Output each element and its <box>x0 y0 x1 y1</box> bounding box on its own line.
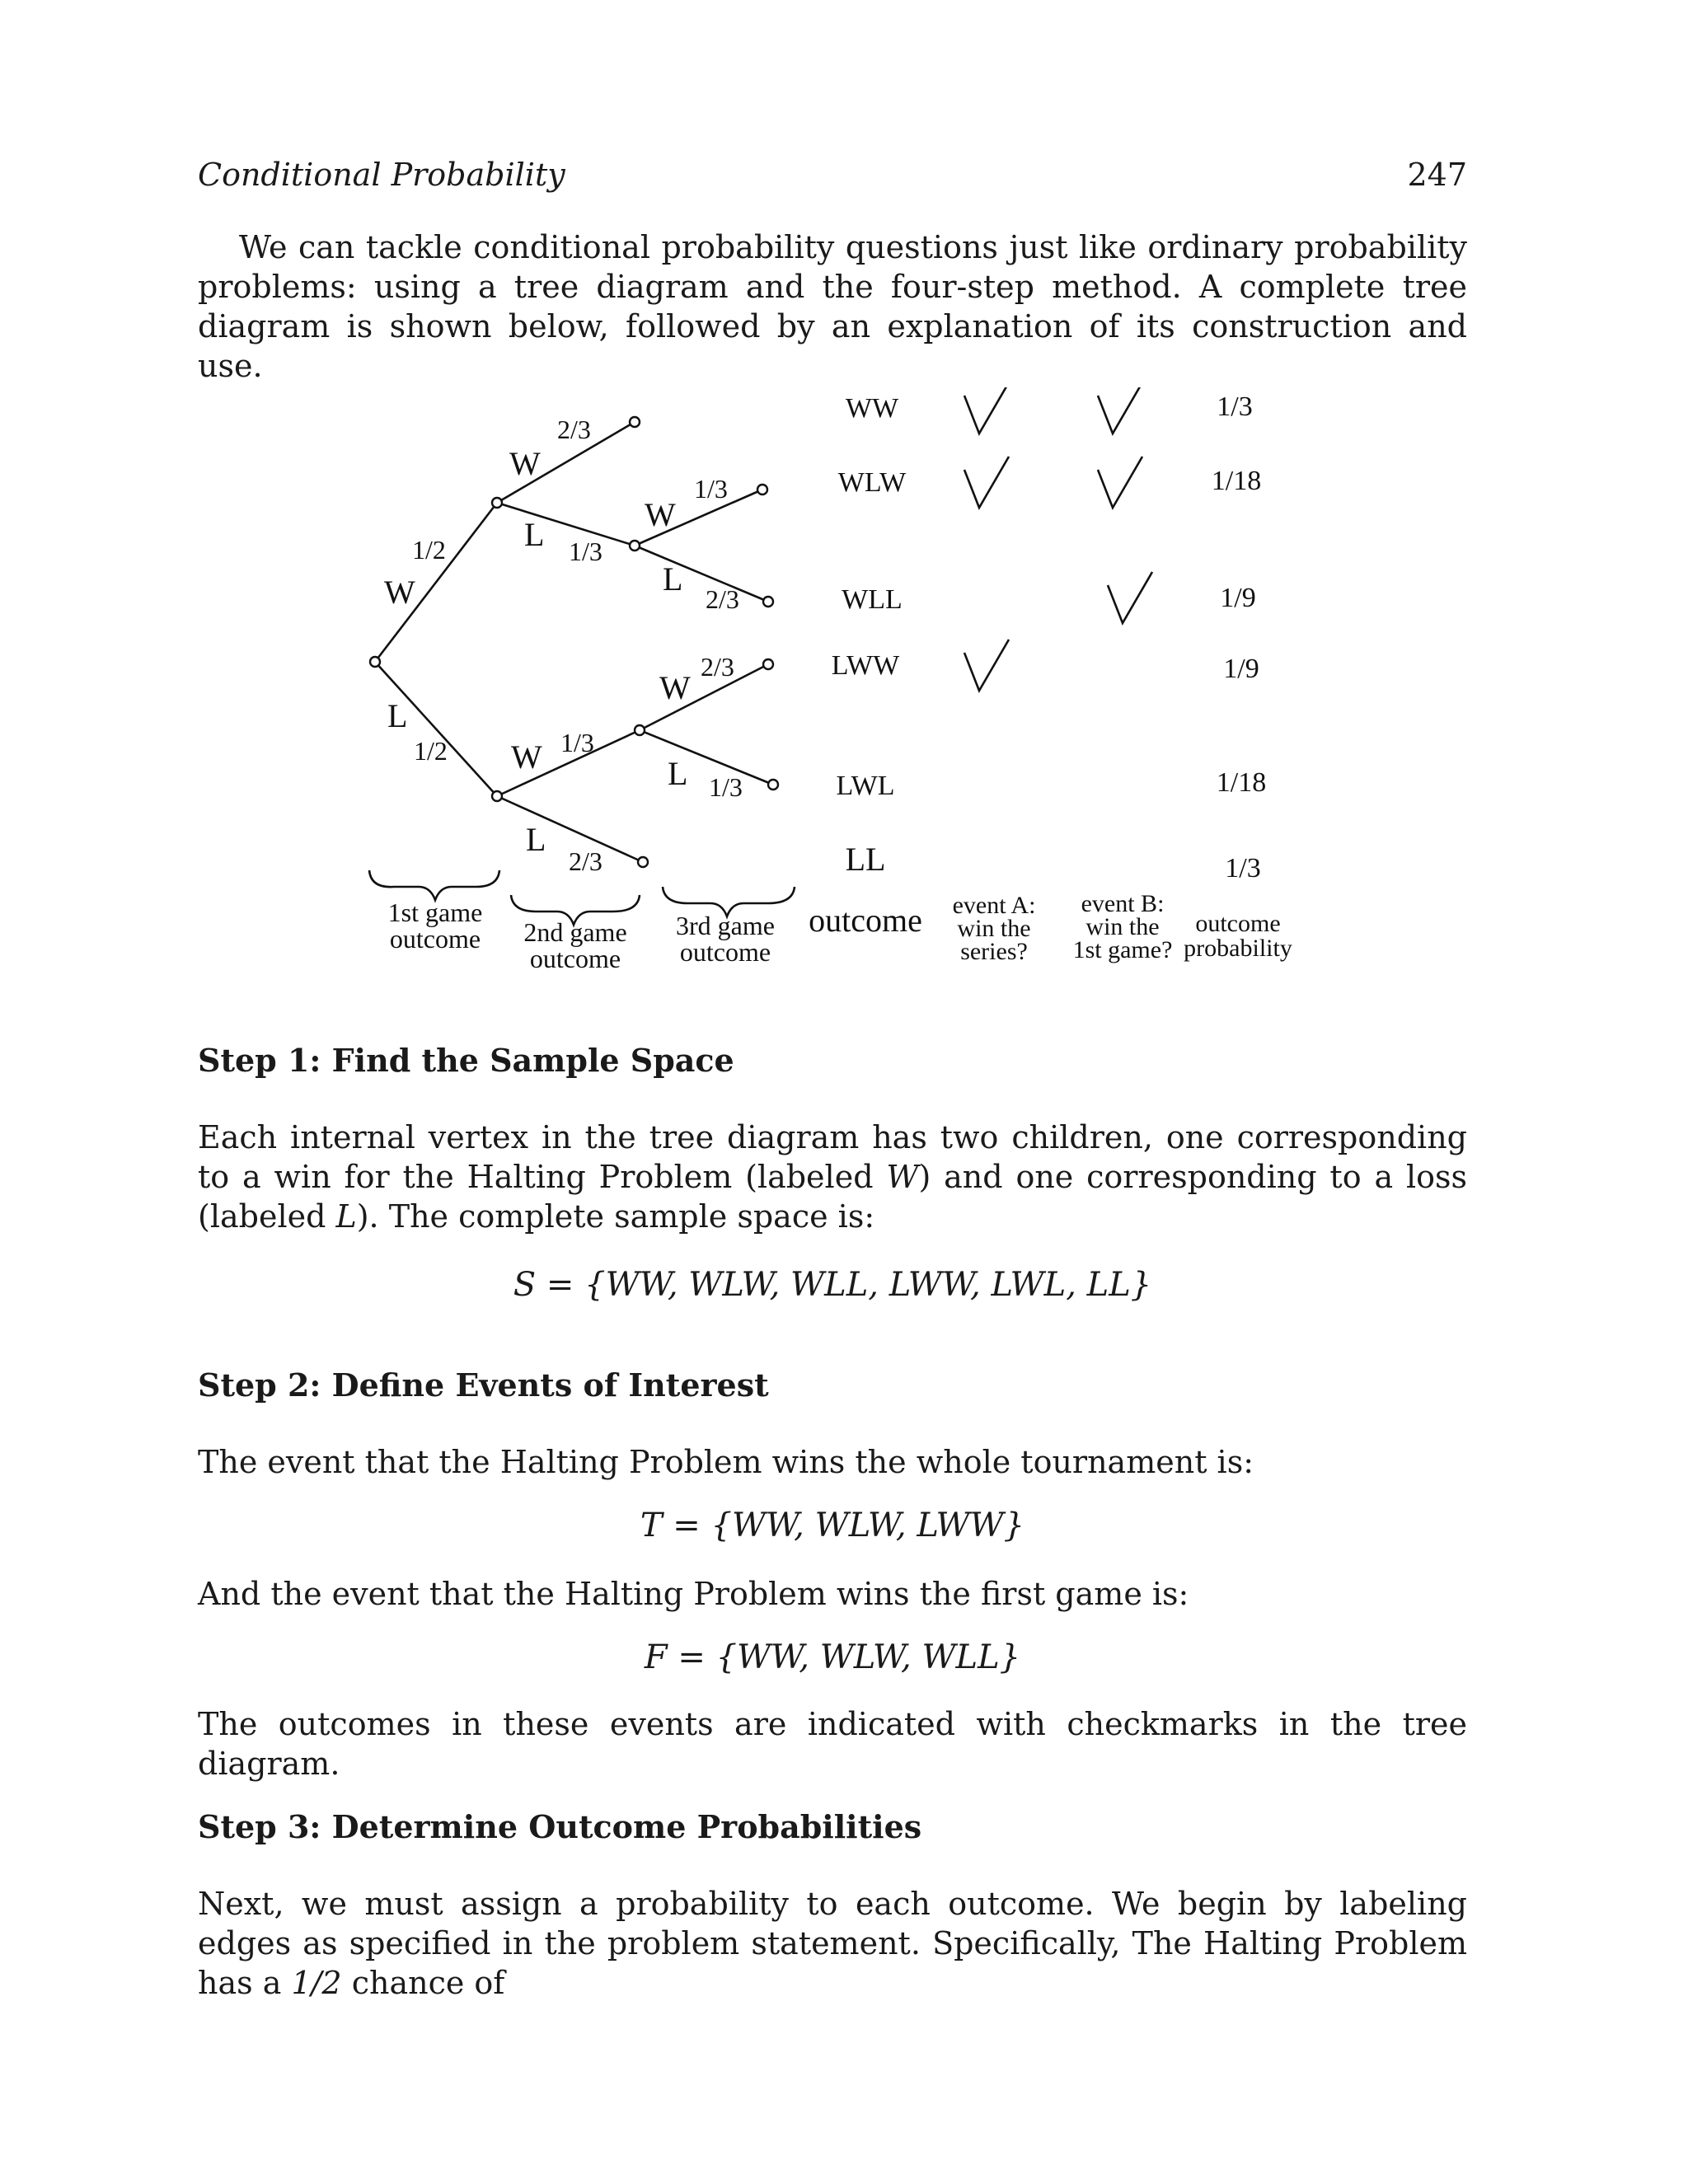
prob-WL-win: 1/3 <box>694 474 728 504</box>
leaf-WLW <box>757 485 767 494</box>
outcome-probability: 1/9 <box>1223 654 1259 684</box>
label-game1-loss: L <box>387 697 408 734</box>
check-event-a-WLW <box>964 457 1009 508</box>
node-root <box>370 657 380 667</box>
text-run: Next, we must assign a probability to each outcome. We begin by labeling edges as specified in the problem statement. Specifically, The Halting Problem has a <box>198 1886 1467 2001</box>
caption-event-b-line3: 1st game? <box>1072 936 1173 963</box>
chapter-title: Conditional Probability <box>198 157 565 193</box>
outcome-name: WW <box>845 393 899 424</box>
equation-sample-space: S = {WW, WLW, WLL, LWW, LWL, LL} <box>513 1266 1152 1304</box>
caption-probability-line2: probability <box>1184 935 1292 962</box>
page-number: 247 <box>1407 157 1467 193</box>
equation-lhs: S <box>513 1266 537 1304</box>
label-W-loss: L <box>524 516 545 553</box>
equation-rhs: {WW, WLW, WLL} <box>715 1638 1021 1676</box>
caption-game3-line1: 3rd game <box>676 911 775 940</box>
check-event-b-WW <box>1098 387 1142 434</box>
caption-event-b-line1: event B: <box>1081 890 1165 917</box>
caption-event-b-line2: win the <box>1085 913 1160 940</box>
outcome-probability: 1/9 <box>1220 583 1256 613</box>
equation-rhs: {WW, WLW, LWW} <box>710 1507 1025 1544</box>
step3-paragraph <box>198 1884 1467 2003</box>
outcome-probability: 1/18 <box>1216 767 1267 798</box>
prob-WL-loss: 2/3 <box>706 584 739 614</box>
node-WL <box>630 541 640 551</box>
math-fraction: 1/2 <box>291 1965 342 2001</box>
leaf-LL <box>638 857 648 867</box>
caption-outcome: outcome <box>809 902 922 939</box>
prob-W-win: 2/3 <box>557 415 591 444</box>
outcome-name: LWL <box>836 771 895 801</box>
intro-paragraph: We can tackle conditional probability questions just like ordinary probability problems: using a tree diagram and the four-step method. A complete tree diagram is shown below, followed by an explanation of its construction and use. <box>198 229 1467 384</box>
leaf-WW <box>630 417 640 427</box>
node-W <box>492 498 502 508</box>
outcome-probability: 1/3 <box>1225 853 1261 883</box>
label-WL-loss: L <box>663 560 683 598</box>
caption-game3-line2: outcome <box>679 937 771 967</box>
text-run: Each internal vertex in the tree diagram has two children, one corresponding to a win for the Halting Problem (labeled <box>198 1119 1467 1195</box>
math-symbol: L <box>335 1198 357 1235</box>
caption-game1-line1: 1st game <box>387 898 483 927</box>
prob-L-loss: 2/3 <box>569 846 603 876</box>
step1-heading: Step 1: Find the Sample Space <box>198 1042 734 1079</box>
prob-LW-win: 2/3 <box>701 652 734 682</box>
leaf-LWL <box>768 780 778 790</box>
node-LW <box>635 725 645 735</box>
equation-event-T: T = {WW, WLW, LWW} <box>640 1507 1025 1544</box>
outcome-probability: 1/3 <box>1217 391 1253 422</box>
caption-event-a-line2: win the <box>957 915 1031 942</box>
caption-game2-line2: outcome <box>529 944 621 973</box>
step3-heading: Step 3: Determine Outcome Probabilities <box>198 1808 922 1845</box>
caption-event-a-line3: series? <box>960 938 1028 965</box>
step2-paragraph-1: The event that the Halting Problem wins the whole tournament is: <box>198 1444 1254 1480</box>
caption-game2-line1: 2nd game <box>523 917 627 947</box>
underbrace-game1 <box>369 870 499 900</box>
text-run: ). The complete sample space is: <box>356 1198 875 1235</box>
label-LW-win: W <box>659 669 691 706</box>
node-L <box>492 791 502 801</box>
leaf-LWW <box>763 659 773 669</box>
text-run: ) and one corresponding to a loss (labeled <box>198 1159 1467 1235</box>
step2-paragraph-3: The outcomes in these events are indicated with checkmarks in the tree diagram. <box>198 1706 1467 1782</box>
prob-game1-loss: 1/2 <box>414 736 448 766</box>
label-W-win: W <box>509 445 541 482</box>
prob-LW-loss: 1/3 <box>709 772 743 802</box>
equation-lhs: F <box>644 1638 668 1676</box>
outcome-probability: 1/18 <box>1211 466 1262 496</box>
outcome-name: LWW <box>831 650 900 681</box>
equation-event-F: F = {WW, WLW, WLL} <box>644 1638 1021 1676</box>
outcome-name: LL <box>845 841 886 878</box>
label-WL-win: W <box>645 496 676 533</box>
check-event-b-WLW <box>1098 457 1142 508</box>
caption-event-a-line1: event A: <box>952 892 1036 919</box>
check-event-a-LWW <box>964 640 1009 691</box>
label-game1-win: W <box>384 574 415 611</box>
step2-paragraph-2: And the event that the Halting Problem wins the first game is: <box>198 1576 1189 1612</box>
edge-LW-loss <box>640 730 773 785</box>
text-run: chance of <box>341 1965 505 2001</box>
check-event-a-WW <box>964 387 1009 434</box>
tree-diagram <box>0 387 1688 1014</box>
running-head <box>198 157 1467 198</box>
outcome-name: WLW <box>837 467 907 498</box>
prob-game1-win: 1/2 <box>412 535 446 565</box>
equation-rhs: {WW, WLW, WLL, LWW, LWL, LL} <box>584 1266 1152 1304</box>
edge-W-loss <box>497 503 635 546</box>
caption-probability-line1: outcome <box>1195 910 1281 937</box>
label-LW-loss: L <box>668 755 688 792</box>
step2-heading: Step 2: Define Events of Interest <box>198 1366 769 1404</box>
check-event-b-WLL <box>1108 572 1152 623</box>
label-L-win: W <box>511 738 542 776</box>
prob-L-win: 1/3 <box>560 728 594 757</box>
prob-W-loss: 1/3 <box>569 537 603 566</box>
equation-lhs: T <box>640 1507 663 1544</box>
outcome-name: WLL <box>842 584 903 615</box>
edge-WL-loss <box>635 546 768 602</box>
caption-game1-line2: outcome <box>389 924 481 954</box>
math-symbol: W <box>886 1159 919 1195</box>
leaf-WLL <box>763 597 773 607</box>
label-L-loss: L <box>526 821 546 858</box>
step1-paragraph <box>198 1118 1467 1236</box>
